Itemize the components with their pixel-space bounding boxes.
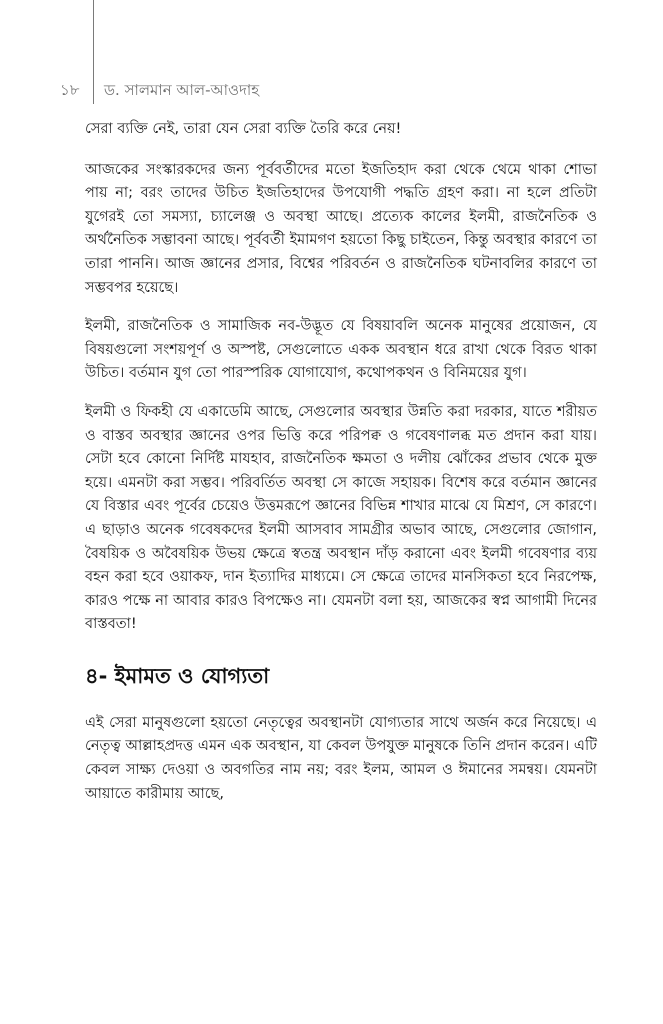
paragraph-academies: ইলমী ও ফিকহী যে একাডেমি আছে, সেগুলোর অবস্থার উন্নতি করা দরকার, যাতে শরীয়ত ও বাস্তব অবস্থার জ্ঞানের ওপর ভিত্তি করে পরিপক্ব ও গবেষণালব্ধ মত প্রদান করা যায়। সেটা হবে কোনো নির্দিষ্ট মাযহাব, রাজনৈতিক ক্ষমতা ও দলীয় ঝোঁকের প্রভাব থেকে মুক্ত হয়ে। এমনটা করা সম্ভব। পরিবর্তিত অবস্থা সে কাজে সহায়ক। বিশেষ করে বর্তমান জ্ঞানের যে বিস্তার এবং পূর্বের চেয়েও উত্তমরূপে জ্ঞানের বিভিন্ন শাখার মাঝে যে মিশ্রণ, সে কারণে। এ ছাড়াও অনেক গবেষকদের ইলমী আসবাব সামগ্রীর অভাব আছে, সেগুলোর জোগান, বৈষয়িক ও অবৈষয়িক উভয় ক্ষেত্রে স্বতন্ত্র অবস্থান দাঁড় করানো এবং ইলমী গবেষণার ব্যয় বহন করা হবে ওয়াকফ, দান ইত্যাদির মাধ্যমে। সে ক্ষেত্রে তাদের মানসিকতা হবে নিরপেক্ষ, কারও পক্ষে না আবার কারও বিপক্ষেও না। যেমনটা বলা হয়, আজকের স্বপ্ন আগামী দিনের বাস্তবতা! — [85, 403, 597, 633]
paragraph-new-issues: ইলমী, রাজনৈতিক ও সামাজিক নব-উদ্ভূত যে বিষয়াবলি অনেক মানুষের প্রয়োজন, যে বিষয়গুলো সংশয়পূর্ণ ও অস্পষ্ট, সেগুলোতে একক অবস্থান ধরে রাখা থেকে বিরত থাকা উচিত। বর্তমান যুগ তো পারস্পরিক যোগাযোগ, কথোপকথন ও বিনিময়ের যুগ। — [85, 318, 597, 382]
running-title: ড. সালমান আল-আওদাহ — [104, 81, 260, 99]
section-heading: ৪- ইমামত ও যোগ্যতা — [85, 663, 270, 688]
page-body — [85, 118, 597, 821]
paragraph-reformers-ijtihad: আজকের সংস্কারকদের জন্য পূর্ববর্তীদের মতো ইজতিহাদ করা থেকে থেমে থাকা শোভা পায় না; বরং তাদের উচিত ইজতিহাদের উপযোগী পদ্ধতি গ্রহণ করা। না হলে প্রতিটা যুগেরই তো সমস্যা, চ্যালেঞ্জ ও অবস্থা আছে। প্রত্যেক কালের ইলমী, রাজনৈতিক ও অর্থনৈতিক সম্ভাবনা আছে। পূর্ববর্তী ইমামগণ হয়তো কিছু চাইতেন, কিন্তু অবস্থার কারণে তা তারা পাননি। আজ জ্ঞানের প্রসার, বিশ্বের পরিবর্তন ও রাজনৈতিক ঘটনাবলির কারণে তা সম্ভবপর হয়েছে। — [85, 161, 597, 296]
paragraph-continuation: সেরা ব্যক্তি নেই, তারা যেন সেরা ব্যক্তি তৈরি করে নেয়! — [85, 121, 402, 137]
running-head — [0, 79, 663, 103]
paragraph-imamat: এই সেরা মানুষগুলো হয়তো নেতৃত্বের অবস্থানটা যোগ্যতার সাথে অর্জন করে নিয়েছে। এ নেতৃত্ব আল্লাহপ্রদত্ত এমন এক অবস্থান, যা কেবল উপযুক্ত মানুষকে তিনি প্রদান করেন। এটি কেবল সাক্ষ্য দেওয়া ও অবগতির নাম নয়; বরং ইলম, আমল ও ঈমানের সমন্বয়। যেমনটা আয়াতে কারীমায় আছে, — [85, 714, 597, 802]
page-number: ১৮ — [60, 81, 80, 99]
